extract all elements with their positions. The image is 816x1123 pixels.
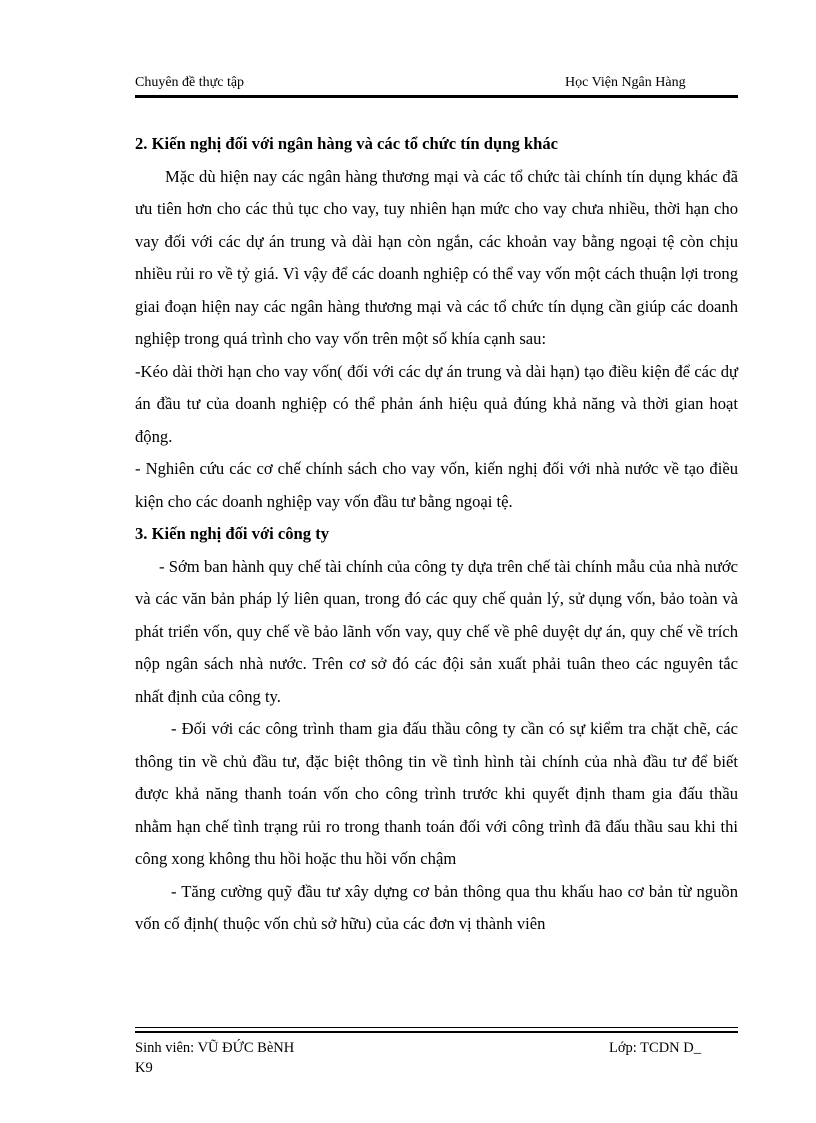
section-3-heading: 3. Kiến nghị đối với công ty [135,524,330,543]
section-3-paragraph-2: - Đối với các công trình tham gia đấu thầu công ty cần có sự kiểm tra chặt chẽ, các thông tin về chủ đầu tư, đặc biệt thông tin về tình hình tài chính của nhà đầu tư để biết được khả năng thanh toán vốn cho công trình trước khi quyết định tham gia đấu thầu nhằm hạn chế tình trạng rủi ro trong thanh toán đối với công trình đã đấu thầu sau khi thi công xong không thu hồi hoặc thu hồi vốn chậm [135,719,738,868]
section-2-paragraph-3: - Nghiên cứu các cơ chế chính sách cho vay vốn, kiến nghị đối với nhà nước về tạo điều kiện cho các doanh nghiệp vay vốn đầu tư bằng ngoại tệ. [135,459,738,511]
footer-divider [135,1027,738,1033]
page-header [135,74,738,94]
header-divider [135,95,738,98]
section-3-paragraph-1: - Sớm ban hành quy chế tài chính của công ty dựa trên chế tài chính mẫu của nhà nước và các văn bản pháp lý liên quan, trong đó các quy chế quản lý, sử dụng vốn, bảo toàn và phát triển vốn, quy chế về bảo lãnh vốn vay, quy chế về phê duyệt dự án, quy chế về trích nộp ngân sách nhà nước. Trên cơ sở đó các đội sản xuất phải tuân theo các nguyên tắc nhất định của công ty. [135,556,738,706]
header-institution: Học Viện Ngân Hàng [565,75,686,90]
footer-student: Sinh viên: VŨ ĐỨC BèNH [135,1040,295,1056]
document-body [135,128,738,941]
section-2-paragraph-1: Mặc dù hiện nay các ngân hàng thương mại và các tổ chức tài chính tín dụng khác đã ưu tiên hơn cho các thủ tục cho vay, tuy nhiên hạn mức cho vay chưa nhiều, thời hạn cho vay đối với các dự án trung và dài hạn còn ngắn, các khoản vay bằng ngoại tệ còn chịu nhiều rủi ro về tỷ giá. Vì vậy để các doanh nghiệp có thể vay vốn một cách thuận lợi trong giai đoạn hiện nay các ngân hàng thương mại và các tổ chức tín dụng cần giúp các doanh nghiệp trong quá trình cho vay vốn trên một số khía cạnh sau: [135,166,738,348]
section-3-paragraph-3: - Tăng cường quỹ đầu tư xây dựng cơ bản thông qua thu khấu hao cơ bản từ nguồn vốn cố định( thuộc vốn chủ sở hữu) của các đơn vị thành viên [135,881,738,933]
footer-class: Lớp: TCDN D_ [609,1040,701,1056]
section-2-heading: 2. Kiến nghị đối với ngân hàng và các tổ chức tín dụng khác [135,134,559,153]
header-title: Chuyên đề thực tập [135,75,245,90]
section-2-paragraph-2: -Kéo dài thời hạn cho vay vốn( đối với các dự án trung và dài hạn) tạo điều kiện để các dự án đầu tư của doanh nghiệp có thể phản ánh hiệu quả đúng khả năng và thời gian hoạt động. [135,361,738,446]
footer-cohort: K9 [135,1060,153,1076]
